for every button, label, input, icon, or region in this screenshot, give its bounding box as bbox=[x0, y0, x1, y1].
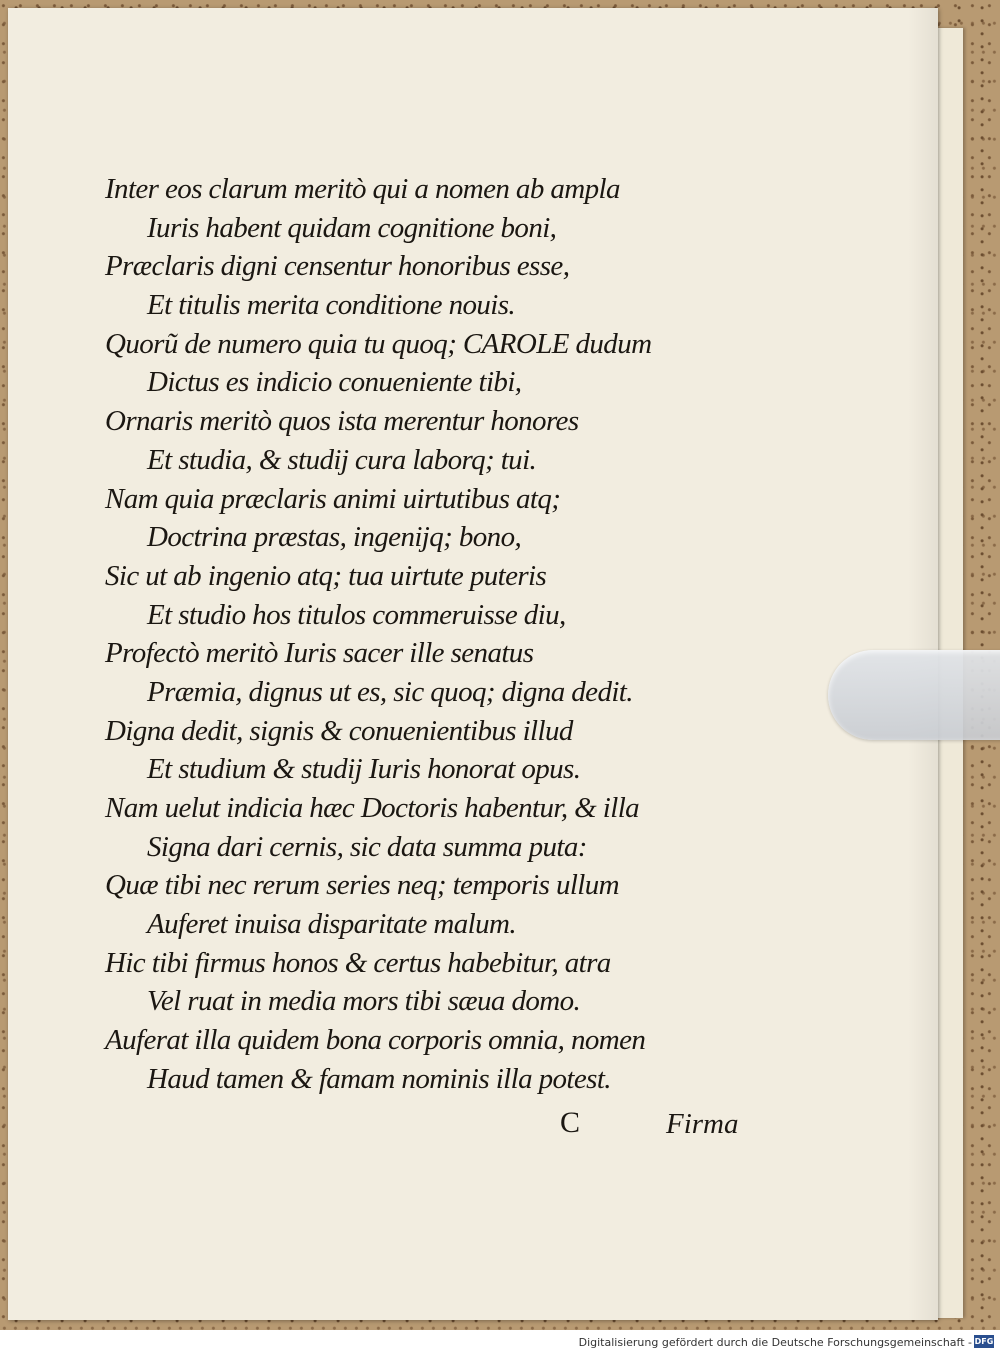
verse-line: Præmia, dignus ut es, sic quoq; digna dedit. bbox=[147, 675, 633, 708]
verse-line: Et studia, & studij cura laborq; tui. bbox=[147, 443, 537, 476]
verse-line: Doctrina præstas, ingenijq; bono, bbox=[147, 521, 522, 554]
verse-line: Vel ruat in media mors tibi sæua domo. bbox=[147, 985, 581, 1018]
verse-line: Sic ut ab ingenio atq; tua uirtute puteris bbox=[105, 559, 547, 592]
verse-line: Profectò meritò Iuris sacer ille senatus bbox=[105, 637, 534, 670]
verse-line: Iuris habent quidam cognitione boni, bbox=[147, 211, 557, 244]
verse-line: Hic tibi firmus honos & certus habebitur, atra bbox=[105, 946, 611, 979]
verse-line: Et titulis merita conditione nouis. bbox=[147, 289, 516, 322]
signature-mark: C bbox=[560, 1106, 581, 1139]
verse-line: Nam quia præclaris animi uirtutibus atq; bbox=[105, 482, 561, 515]
verse-line: Digna dedit, signis & conuenientibus illud bbox=[105, 714, 573, 747]
verse-line: Dictus es indicio conueniente tibi, bbox=[147, 366, 522, 399]
verse-text bbox=[105, 170, 805, 1099]
digitization-credit: Digitalisierung gefördert durch die Deutsche Forschungsgemeinschaft - bbox=[578, 1336, 972, 1349]
verse-line: Inter eos clarum meritò qui a nomen ab ampla bbox=[105, 173, 620, 205]
page-clip bbox=[828, 650, 1000, 740]
verse-line: Haud tamen & famam nominis illa potest. bbox=[147, 1062, 611, 1095]
verse-line: Quæ tibi nec rerum series neq; temporis ullum bbox=[105, 869, 620, 902]
verse-line: Et studium & studij Iuris honorat opus. bbox=[147, 753, 581, 786]
verse-line: Signa dari cernis, sic data summa puta: bbox=[147, 830, 587, 863]
verse-line: Ornaris meritò quos ista merentur honores bbox=[105, 405, 579, 438]
verse-line: Quorũ de numero quia tu quoq; CAROLE dudum bbox=[105, 327, 652, 360]
verse-line: Auferet inuisa disparitate malum. bbox=[147, 908, 516, 941]
verse-line: Præclaris digni censentur honoribus esse, bbox=[105, 250, 570, 283]
verse-line: Auferat illa quidem bona corporis omnia, nomen bbox=[105, 1024, 646, 1057]
dfg-logo-icon: DFG bbox=[974, 1337, 994, 1346]
verse-line: Nam uelut indicia hæc Doctoris habentur, & illa bbox=[105, 792, 640, 824]
verse-line: Et studio hos titulos commeruisse diu, bbox=[147, 598, 566, 631]
book-page bbox=[8, 8, 938, 1320]
catchword: Firma bbox=[666, 1108, 739, 1140]
